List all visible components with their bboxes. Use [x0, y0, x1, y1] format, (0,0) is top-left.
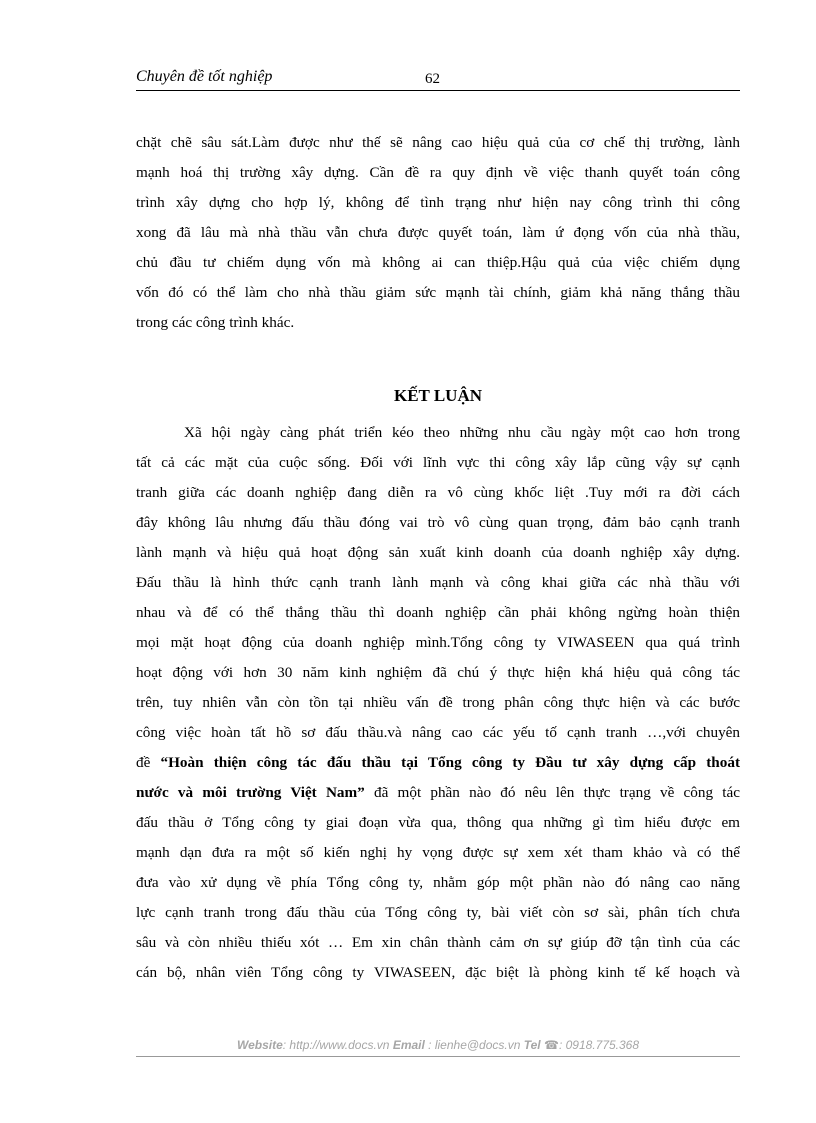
text-line: đây không lâu nhưng đấu thầu đóng vai trò vô cùng quan trọng, đảm bảo cạnh tranh: [136, 514, 740, 531]
topic-suffix: đã một phần nào đó nêu lên thực trạng về công tác: [364, 784, 740, 801]
text-line: hoạt động với hơn 30 năm kinh nghiệm đã chú ý thực hiện khá hiệu quả công tác: [136, 664, 740, 681]
email-label: Email: [392, 1038, 425, 1052]
text-line: lực cạnh tranh trong đấu thầu của Tổng công ty, bài viết còn sơ sài, phân tích chưa: [136, 904, 740, 921]
text-line: trong các công trình khác.: [136, 314, 295, 331]
text-line: xong đã lâu mà nhà thầu vẫn chưa được quyết toán, làm ứ đọng vốn của nhà thầu,: [136, 224, 740, 241]
text-line: Xã hội ngày càng phát triển kéo theo những nhu cầu ngày một cao hơn trong: [184, 424, 740, 441]
paragraph-continuation: [136, 128, 740, 338]
page-header: [136, 66, 740, 91]
text-line: [136, 778, 740, 808]
text-line: [136, 748, 740, 778]
tel-number: : 0918.775.368: [558, 1038, 640, 1052]
phone-icon: ☎: [544, 1038, 559, 1052]
text-line: mạnh dạn đưa ra một số kiến nghị hy vọng được sự xem xét tham khảo và có thể: [136, 844, 740, 861]
text-line: vốn đó có thể làm cho nhà thầu giảm sức mạnh tài chính, giảm khả năng thắng thầu: [136, 284, 740, 301]
text-line: đưa vào xử dụng về phía Tổng công ty, nhằm góp một phần nào đó nâng cao năng: [136, 874, 740, 891]
text-line: tất cả các mặt của cuộc sống. Đối với lĩnh vực thi công xây lắp cũng vậy sự cạnh: [136, 454, 740, 471]
text-line: cán bộ, nhân viên Tổng công ty VIWASEEN, đặc biệt là phòng kinh tế kế hoạch và: [136, 964, 740, 981]
section-heading: KẾT LUẬN: [393, 386, 482, 405]
topic-prefix: đề: [136, 754, 161, 771]
text-line: đấu thầu ở Tổng công ty giai đoạn vừa qua, thông qua những gì tìm hiểu được em: [136, 814, 740, 831]
text-line: công việc hoàn tất hồ sơ đấu thầu.và nâng cao các yếu tố cạnh tranh …,với chuyên: [136, 724, 740, 741]
text-line: trình xây dựng cho hợp lý, không để tình trạng như hiện nay công trình thi công: [136, 194, 740, 211]
text-line: lành mạnh và hiệu quả hoạt động sản xuất kinh doanh của doanh nghiệp xây dựng.: [136, 544, 740, 561]
tel-label: Tel: [523, 1038, 541, 1052]
topic-title-bold: nước và môi trường Việt Nam”: [136, 784, 365, 801]
page-footer: [136, 1038, 740, 1057]
text-line: sâu và còn nhiều thiếu xót … Em xin chân thành cảm ơn sự giúp đỡ tận tình của các: [136, 934, 740, 951]
email-link[interactable]: : lienhe@docs.vn: [428, 1038, 521, 1052]
page-number: 62: [425, 71, 440, 87]
text-line: Đấu thầu là hình thức cạnh tranh lành mạnh và công khai giữa các nhà thầu với: [136, 574, 740, 591]
text-line: nhau và để có thể thắng thầu thì doanh nghiệp cần phải không ngừng hoàn thiện: [136, 604, 740, 621]
text-line: mạnh hoá thị trường xây dựng. Cần đề ra quy định về việc thanh quyết toán công: [136, 164, 740, 181]
website-label: Website: [236, 1038, 283, 1052]
text-line: trên, tuy nhiên vẫn còn tồn tại nhiều vấn đề trong phân công thực hiện và các bước: [136, 694, 740, 711]
topic-title-bold: “Hoàn thiện công tác đấu thầu tại Tổng công ty Đầu tư xây dựng cấp thoát: [160, 754, 741, 771]
text-line: tranh giữa các doanh nghiệp đang diễn ra vô cùng khốc liệt .Tuy mới ra đời cách: [136, 484, 740, 501]
header-title: Chuyên đề tốt nghiệp: [136, 68, 273, 85]
text-line: chủ đầu tư chiếm dụng vốn mà không ai can thiệp.Hậu quả của việc chiếm dụng: [136, 254, 740, 271]
website-link[interactable]: : http://www.docs.vn: [282, 1038, 390, 1052]
text-line: chặt chẽ sâu sát.Làm được như thế sẽ nâng cao hiệu quả của cơ chế thị trường, lành: [136, 134, 740, 151]
conclusion-paragraph: [136, 418, 740, 988]
text-line: mọi mặt hoạt động của doanh nghiệp mình.Tổng công ty VIWASEEN qua quá trình: [136, 634, 740, 651]
